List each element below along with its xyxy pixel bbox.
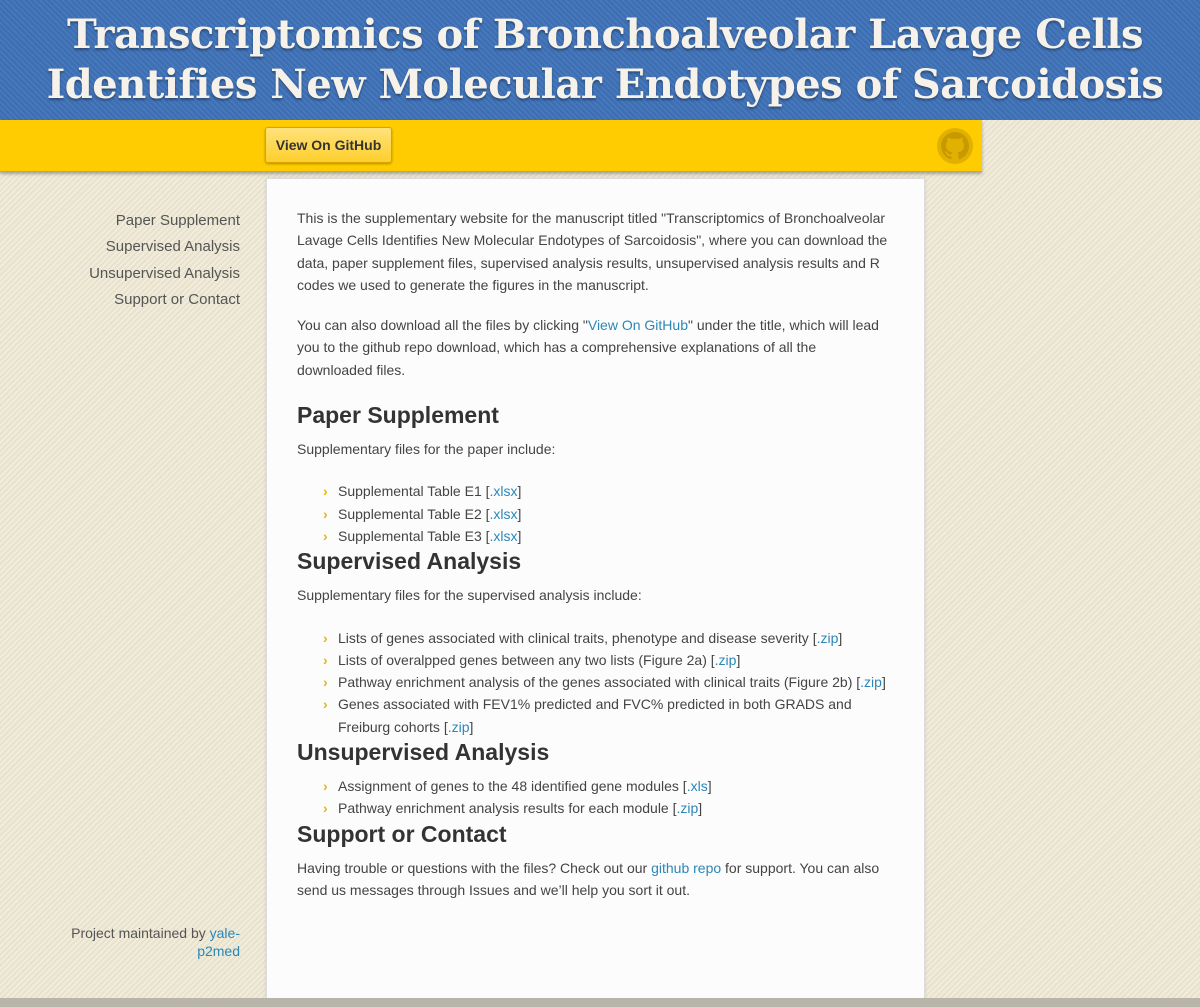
sidebar-item-support-or-contact[interactable]: Support or Contact [114,290,240,308]
list-item-text: Supplemental Table E1 [ [338,483,490,500]
sidebar-item-supervised-analysis[interactable]: Supervised Analysis [105,238,240,256]
list-item-close: ] [707,778,712,795]
github-octocat-svg [941,132,969,160]
list-item-text: Assignment of genes to the 48 identified gene modules [ [338,778,687,795]
download-link[interactable]: .xlsx [489,505,518,522]
list-item [297,649,894,671]
paper-supplement-list [297,480,894,547]
list-item [297,525,894,547]
support-text-after: for support. You can also send us messages through Issues and we’ll help you sort it out. [297,859,880,898]
download-link[interactable]: .zip [714,651,737,668]
section-title-supervised-analysis: Supervised Analysis [297,548,522,575]
list-item [297,503,894,525]
github-octocat-icon[interactable] [937,128,973,164]
intro-download-paragraph [297,314,894,381]
list-item [297,693,894,738]
section-desc-supervised-analysis: Supplementary files for the supervised analysis include: [297,587,642,604]
intro2-text-after: " under the title, which will lead you to the github repo download, which has a comprehensive explanations of all the downloaded files. [297,317,879,378]
list-item [297,627,894,649]
download-link[interactable]: .xls [686,778,708,795]
list-item-text: Pathway enrichment analysis results for each module [ [338,800,677,817]
unsupervised-analysis-list [297,775,894,820]
maintainer-link[interactable]: yale-p2med [197,925,240,959]
list-item-close: ] [517,483,522,500]
support-text-before: Having trouble or questions with the files? Check out our [297,859,652,876]
download-link[interactable]: .zip [816,629,839,646]
intro2-github-link[interactable]: View On GitHub [587,317,688,334]
github-repo-link[interactable]: github repo [651,859,722,876]
list-item [297,671,894,693]
list-item-text: Supplemental Table E3 [ [338,527,490,544]
sidebar-item-paper-supplement[interactable]: Paper Supplement [115,212,240,229]
list-item [297,797,894,819]
yellow-ribbon [0,120,982,172]
section-title-support-or-contact: Support or Contact [297,820,507,847]
sidebar-nav [40,208,240,313]
list-item-text: Genes associated with FEV1% predicted and FVC% predicted in both GRADS and Freiburg cohorts [ [338,696,852,735]
download-link[interactable]: .zip [447,718,470,735]
list-item-close: ] [736,651,741,668]
list-item-close: ] [517,527,522,544]
site-header [0,0,1200,120]
main-content [266,178,925,1007]
list-item [297,480,894,502]
section-desc-paper-supplement: Supplementary files for the paper include: [297,441,556,458]
list-item-close: ] [469,718,474,735]
section-title-paper-supplement: Paper Supplement [297,402,499,429]
list-item-text: Pathway enrichment analysis of the genes associated with clinical traits (Figure 2b) [ [338,674,861,691]
list-item-close: ] [838,629,843,646]
download-link[interactable]: .xlsx [489,483,518,500]
intro2-text-before: You can also download all the files by clicking " [297,317,588,334]
download-link[interactable]: .zip [860,674,882,691]
sidebar-item-unsupervised-analysis[interactable]: Unsupervised Analysis [89,264,240,282]
list-item-close: ] [881,674,886,691]
list-item-close: ] [517,505,522,522]
maintainer-prefix: Project maintained by [71,925,206,941]
list-item-close: ] [698,800,703,817]
window-bottom-edge [0,998,1200,1007]
list-item-text: Supplemental Table E2 [ [338,505,490,522]
maintainer-credit [40,924,240,960]
list-item-text: Lists of genes associated with clinical traits, phenotype and disease severity [ [338,629,817,646]
support-paragraph [297,857,894,902]
section-title-unsupervised-analysis: Unsupervised Analysis [297,739,550,766]
page-title: Transcriptomics of Bronchoalveolar Lavage Cells Identifies New Molecular Endotypes of Sarcoidosis [46,11,1164,108]
supervised-analysis-list [297,627,894,738]
download-link[interactable]: .zip [676,800,699,817]
view-on-github-button[interactable]: View On GitHub [265,127,392,163]
intro-paragraph: This is the supplementary website for the manuscript titled "Transcriptomics of Bronchoalveolar Lavage Cells Identifies New Molecular Endotypes of Sarcoidosis", where you can download the data, paper supplement files, supervised analysis results, unsupervised analysis results and R codes we used to generate the figures in the manuscript. [297,210,888,293]
list-item [297,775,894,797]
download-link[interactable]: .xlsx [489,527,518,544]
list-item-text: Lists of overalpped genes between any two lists (Figure 2a) [ [338,651,715,668]
